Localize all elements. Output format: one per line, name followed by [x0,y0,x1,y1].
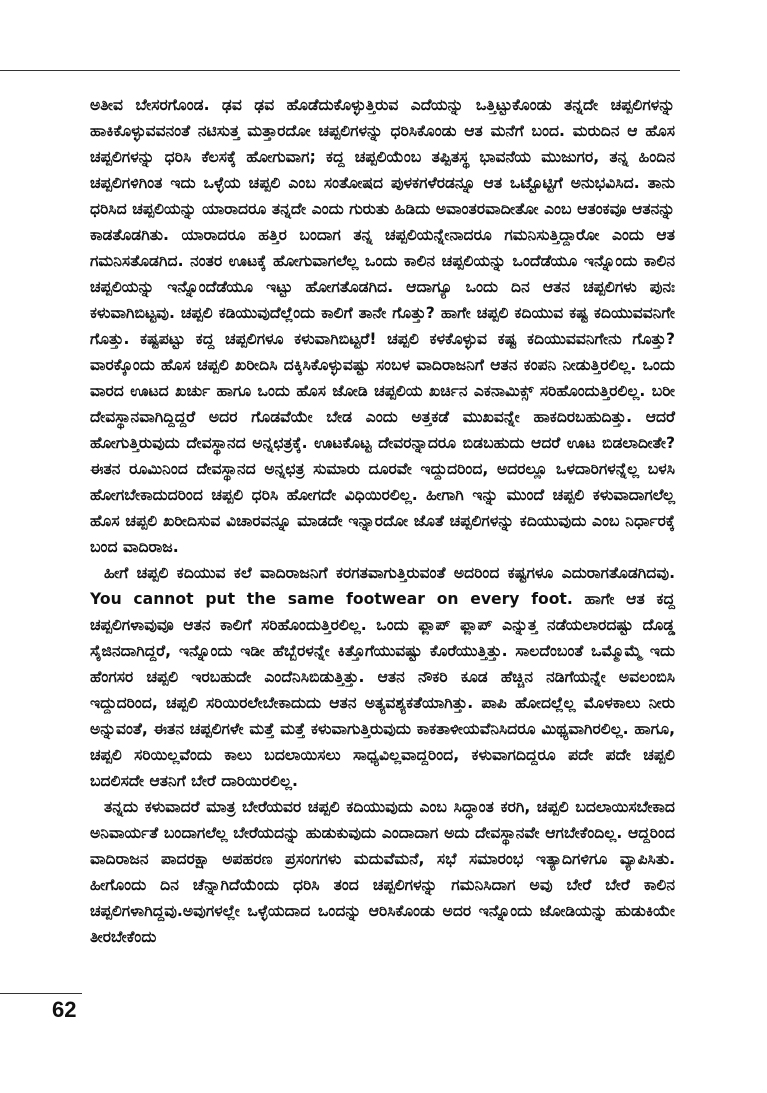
page-number-rule [0,993,82,994]
header-rule [0,70,680,71]
paragraph: ಹೀಗೆ ಚಪ್ಪಲಿ ಕದಿಯುವ ಕಲೆ ವಾದಿರಾಜನಿಗೆ ಕರಗತವಾಗುತ್ತಿರುವಂತೆ ಅದರಿಂದ ಕಷ್ಟಗಳೂ ಎದುರಾಗತೊಡಗಿದವು. You cannot put the same footwear on every foot. ಹಾಗೇ ಆತ ಕದ್ದ ಚಪ್ಪಲಿಗಳಾವುವೂ ಆತನ ಕಾಲಿಗೆ ಸರಿಹೊಂದುತ್ತಿರಲಿಲ್ಲ. ಒಂದು ಫ್ಲಾಪ್ ಫ್ಲಾಪ್ ಎನ್ನುತ್ತ ನಡೆಯಲಾರದಷ್ಟು ದೊಡ್ಡ ಸೈಜಿನದಾಗಿದ್ದರೆ, ಇನ್ನೊಂದು ಇಡೀ ಹೆಬ್ಬೆರಳನ್ನೇ ಕಿತ್ತೊಗೆಯುವಷ್ಟು ಕೊರೆಯುತ್ತಿತ್ತು. ಸಾಲದೆಂಬಂತೆ ಒಮ್ಮೊಮ್ಮೆ ಇದು ಹೆಂಗಸರ ಚಪ್ಪಲಿ ಇರಬಹುದೇ ಎಂದೆನಿಸಿಬಿಡುತ್ತಿತ್ತು. ಆತನ ನೌಕರಿ ಕೂಡ ಹೆಚ್ಚಿನ ನಡಿಗೆಯನ್ನೇ ಅವಲಂಬಿಸಿ ಇದ್ದುದರಿಂದ, ಚಪ್ಪಲಿ ಸರಿಯಿರಲೇಬೇಕಾದುದು ಆತನ ಅತ್ಯವಶ್ಯಕತೆಯಾಗಿತ್ತು. ಪಾಪಿ ಹೋದಲ್ಲೆಲ್ಲ ಮೊಳಕಾಲು ನೀರು ಅನ್ನುವಂತೆ, ಈತನ ಚಪ್ಪಲಿಗಳೇ ಮತ್ತೆ ಮತ್ತೆ ಕಳುವಾಗುತ್ತಿರುವುದು ಕಾಕತಾಳೀಯವೆನಿಸಿದರೂ ಮಿಥ್ಯವಾಗಿರಲಿಲ್ಲ. ಹಾಗೂ, ಚಪ್ಪಲಿ ಸರಿಯಿಲ್ಲವೆಂದು ಕಾಲು ಬದಲಾಯಿಸಲು ಸಾಧ್ಯವಿಲ್ಲವಾದ್ದರಿಂದ, ಕಳುವಾಗದಿದ್ದರೂ ಪದೇ ಪದೇ ಚಪ್ಪಲಿ ಬದಲಿಸದೇ ಆತನಿಗೆ ಬೇರೆ ದಾರಿಯಿರಲಿಲ್ಲ. [90,564,675,790]
paragraph: ಅತೀವ ಬೇಸರಗೊಂಡ. ಢವ ಢವ ಹೊಡೆದುಕೊಳ್ಳುತ್ತಿರುವ ಎದೆಯನ್ನು ಒತ್ತಿಟ್ಟುಕೊಂಡು ತನ್ನದೇ ಚಪ್ಪಲಿಗಳನ್ನು ಹಾಕಿಕೊಳ್ಳುವವನಂತೆ ನಟಿಸುತ್ತ ಮತ್ತಾರದೋ ಚಪ್ಪಲಿಗಳನ್ನು ಧರಿಸಿಕೊಂಡು ಆತ ಮನೆಗೆ ಬಂದ. ಮರುದಿನ ಆ ಹೊಸ ಚಪ್ಪಲಿಗಳನ್ನು ಧರಿಸಿ ಕೆಲಸಕ್ಕೆ ಹೋಗುವಾಗ; ಕದ್ದ ಚಪ್ಪಲಿಯೆಂಬ ತಪ್ಪಿತಸ್ಥ ಭಾವನೆಯ ಮುಜುಗರ, ತನ್ನ ಹಿಂದಿನ ಚಪ್ಪಲಿಗಳಿಗಿಂತ ಇದು ಒಳ್ಳೆಯ ಚಪ್ಪಲಿ ಎಂಬ ಸಂತೋಷದ ಪುಳಕಗಳೆರಡನ್ನೂ ಆತ ಒಟ್ಟೊಟ್ಟಿಗೆ ಅನುಭವಿಸಿದ. ತಾನು ಧರಿಸಿದ ಚಪ್ಪಲಿಯನ್ನು ಯಾರಾದರೂ ತನ್ನದೇ ಎಂದು ಗುರುತು ಹಿಡಿದು ಅವಾಂತರವಾದೀತೋ ಎಂಬ ಆತಂಕವೂ ಆತನನ್ನು ಕಾಡತೊಡಗಿತು. ಯಾರಾದರೂ ಹತ್ತಿರ ಬಂದಾಗ ತನ್ನ ಚಪ್ಪಲಿಯನ್ನೇನಾದರೂ ಗಮನಿಸುತ್ತಿದ್ದಾರೋ ಎಂದು ಆತ ಗಮನಿಸತೊಡಗಿದ. ನಂತರ ಊಟಕ್ಕೆ ಹೋಗುವಾಗಲೆಲ್ಲ ಒಂದು ಕಾಲಿನ ಚಪ್ಪಲಿಯನ್ನು ಒಂದೆಡೆಯೂ ಇನ್ನೊಂದು ಕಾಲಿನ ಚಪ್ಪಲಿಯನ್ನು ಇನ್ನೊಂದೆಡೆಯೂ ಇಟ್ಟು ಹೋಗತೊಡಗಿದ. ಆದಾಗ್ಯೂ ಒಂದು ದಿನ ಆತನ ಚಪ್ಪಲಿಗಳು ಪುನಃ ಕಳುವಾಗಿಬಿಟ್ಟವು. ಚಪ್ಪಲಿ ಕಡಿಯುವುದೆಲ್ಲೆಂದು ಕಾಲಿಗೆ ತಾನೇ ಗೊತ್ತು? ಹಾಗೇ ಚಪ್ಪಲಿ ಕದಿಯುವ ಕಷ್ಟ ಕದಿಯುವವನಿಗೇ ಗೊತ್ತು. ಕಷ್ಟಪಟ್ಟು ಕದ್ದ ಚಪ್ಪಲಿಗಳೂ ಕಳುವಾಗಿಬಿಟ್ಟರೆ! ಚಪ್ಪಲಿ ಕಳಕೊಳ್ಳುವ ಕಷ್ಟ ಕದಿಯುವವನಿಗೇನು ಗೊತ್ತು? ವಾರಕ್ಕೊಂದು ಹೊಸ ಚಪ್ಪಲಿ ಖರೀದಿಸಿ ದಕ್ಕಿಸಿಕೊಳ್ಳುವಷ್ಟು ಸಂಬಳ ವಾದಿರಾಜನಿಗೆ ಆತನ ಕಂಪನಿ ನೀಡುತ್ತಿರಲಿಲ್ಲ. ಒಂದು ವಾರದ ಊಟದ ಖರ್ಚು ಹಾಗೂ ಒಂದು ಹೊಸ ಜೋಡಿ ಚಪ್ಪಲಿಯ ಖರ್ಚಿನ ಎಕನಾಮಿಕ್ಸ್ ಸರಿಹೊಂದುತ್ತಿರಲಿಲ್ಲ. ಬರೀ ದೇವಸ್ಥಾನವಾಗಿದ್ದಿದ್ದರೆ ಅದರ ಗೊಡವೆಯೇ ಬೇಡ ಎಂದು ಅತ್ತಕಡೆ ಮುಖವನ್ನೇ ಹಾಕದಿರಬಹುದಿತ್ತು. ಆದರೆ ಹೋಗುತ್ತಿರುವುದು ದೇವಸ್ಥಾನದ ಅನ್ನಛತ್ರಕ್ಕೆ. ಊಟಕೊಟ್ಟ ದೇವರನ್ನಾದರೂ ಬಿಡಬಹುದು ಆದರೆ ಊಟ ಬಿಡಲಾದೀತೇ? ಈತನ ರೂಮಿನಿಂದ ದೇವಸ್ಥಾನದ ಅನ್ನಛತ್ರ ಸುಮಾರು ದೂರವೇ ಇದ್ದುದರಿಂದ, ಅದರಲ್ಲೂ ಒಳದಾರಿಗಳನ್ನೆಲ್ಲ ಬಳಸಿ ಹೋಗಬೇಕಾದುದರಿಂದ ಚಪ್ಪಲಿ ಧರಿಸಿ ಹೋಗದೇ ವಿಧಿಯಿರಲಿಲ್ಲ. ಹೀಗಾಗಿ ಇನ್ನು ಮುಂದೆ ಚಪ್ಪಲಿ ಕಳುವಾದಾಗಲೆಲ್ಲ ಹೊಸ ಚಪ್ಪಲಿ ಖರೀದಿಸುವ ವಿಚಾರವನ್ನೂ ಮಾಡದೇ ಇನ್ನಾರದೋ ಜೊತೆ ಚಪ್ಪಲಿಗಳನ್ನು ಕದಿಯುವುದು ಎಂಬ ನಿರ್ಧಾರಕ್ಕೆ ಬಂದ ವಾದಿರಾಜ. [90,96,675,556]
body-text [90,92,675,950]
page-number: 62 [52,997,77,1022]
paragraph: ತನ್ನದು ಕಳುವಾದರೆ ಮಾತ್ರ ಬೇರೆಯವರ ಚಪ್ಪಲಿ ಕದಿಯುವುದು ಎಂಬ ಸಿದ್ಧಾಂತ ಕರಗಿ, ಚಪ್ಪಲಿ ಬದಲಾಯಿಸಬೇಕಾದ ಅನಿವಾರ್ಯತೆ ಬಂದಾಗಲೆಲ್ಲ ಬೇರೆಯದನ್ನು ಹುಡುಕುವುದು ಎಂದಾದಾಗ ಅದು ದೇವಸ್ಥಾನವೇ ಆಗಬೇಕೆಂದಿಲ್ಲ. ಆದ್ದರಿಂದ ವಾದಿರಾಜನ ಪಾದರಕ್ಷಾ ಅಪಹರಣ ಪ್ರಸಂಗಗಳು ಮದುವೆಮನೆ, ಸಭೆ ಸಮಾರಂಭ ಇತ್ಯಾದಿಗಳಿಗೂ ವ್ಯಾಪಿಸಿತು. ಹೀಗೊಂದು ದಿನ ಚೆನ್ನಾಗಿದೆಯೆಂದು ಧರಿಸಿ ತಂದ ಚಪ್ಪಲಿಗಳನ್ನು ಗಮನಿಸಿದಾಗ ಅವು ಬೇರೆ ಬೇರೆ ಕಾಲಿನ ಚಪ್ಪಲಿಗಳಾಗಿದ್ದವು.ಅವುಗಳಲ್ಲೇ ಒಳ್ಳೆಯದಾದ ಒಂದನ್ನು ಆರಿಸಿಕೊಂಡು ಅದರ ಇನ್ನೊಂದು ಜೋಡಿಯನ್ನು ಹುಡುಕಿಯೇ ತೀರಬೇಕೆಂದು [90,798,675,946]
